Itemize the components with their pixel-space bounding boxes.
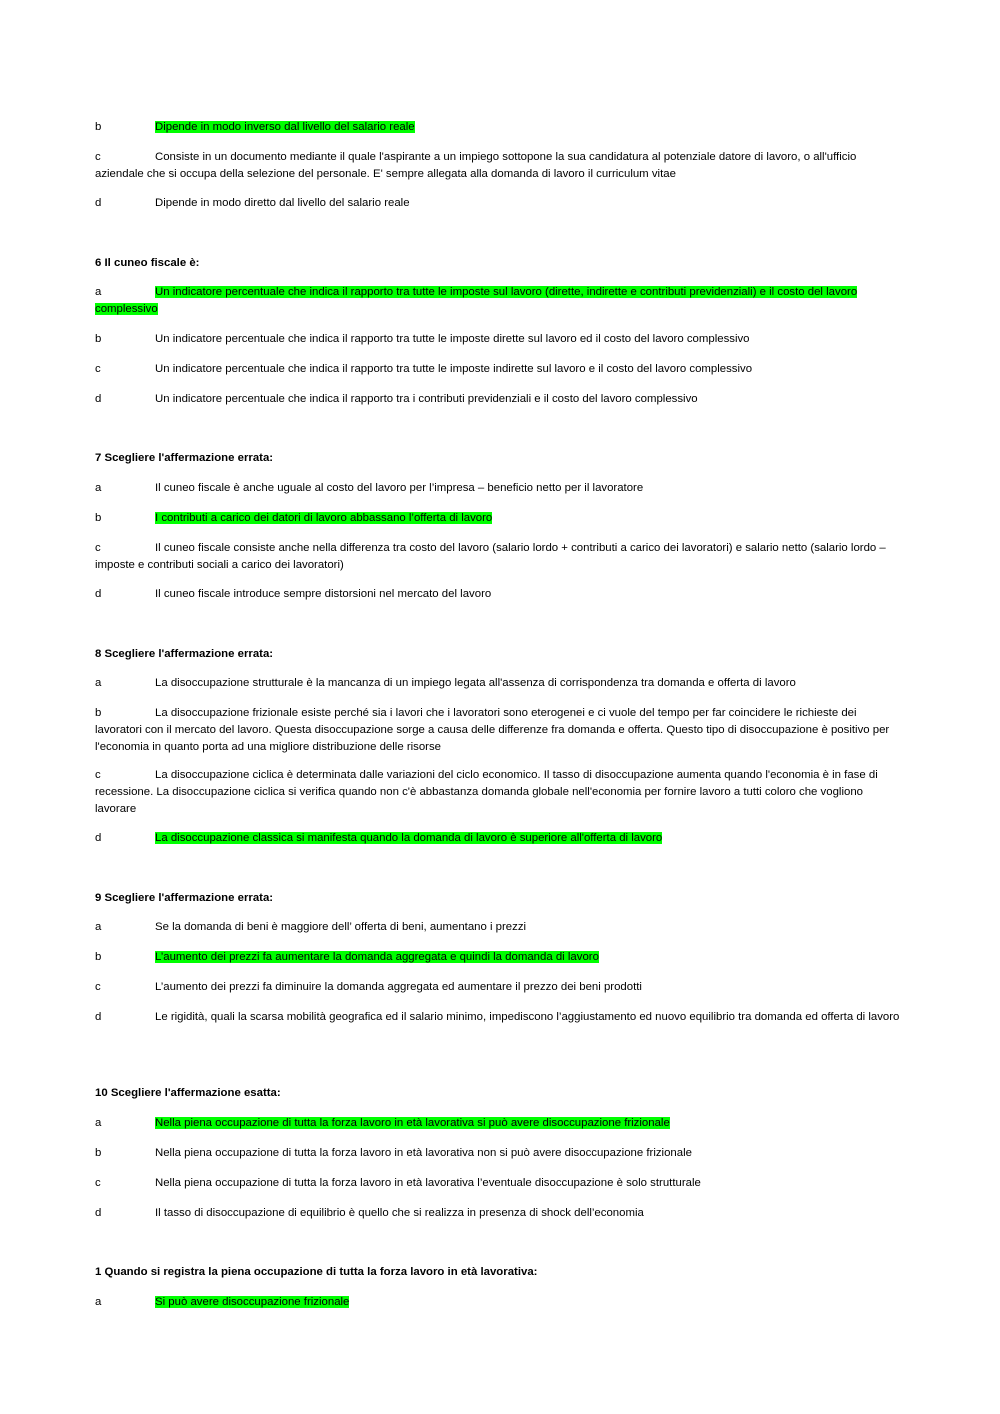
option-text: Un indicatore percentuale che indica il rapporto tra i contributi previdenziali e il costo del lavoro complessivo [155, 393, 698, 405]
option-text: Il cuneo fiscale consiste anche nella differenza tra costo del lavoro (salario lordo + contributi a carico dei lavoratori) e salario netto (salario lordo – imposte e contributi sociali a carico dei lavoratori) [95, 542, 886, 571]
option-text: L’aumento dei prezzi fa diminuire la domanda aggregata ed aumentare il prezzo dei beni prodotti [155, 981, 642, 993]
option-c [95, 361, 900, 378]
option-text-correct: La disoccupazione classica si manifesta quando la domanda di lavoro è superiore all'offerta di lavoro [155, 832, 663, 844]
option-letter: c [95, 151, 101, 163]
option-letter: d [95, 832, 102, 844]
option-letter: a [95, 286, 102, 298]
option-letter: a [95, 1117, 102, 1129]
option-text: Un indicatore percentuale che indica il rapporto tra tutte le imposte dirette sul lavoro ed il costo del lavoro complessivo [155, 333, 750, 345]
option-c [95, 540, 900, 574]
option-a [95, 480, 900, 497]
option-letter: a [95, 482, 102, 494]
option-d [95, 830, 900, 847]
option-text: Nella piena occupazione di tutta la forza lavoro in età lavorativa non si può avere disoccupazione frizionale [155, 1147, 692, 1159]
option-text: Il cuneo fiscale introduce sempre distorsioni nel mercato del lavoro [155, 588, 492, 600]
option-letter: b [95, 121, 102, 133]
option-letter: c [95, 1177, 101, 1189]
option-text-correct: Dipende in modo inverso dal livello del salario reale [155, 121, 415, 133]
question-10: 10 Scegliere l'affermazione esatta: [95, 1087, 281, 1099]
option-d [95, 1009, 900, 1026]
option-text: Il tasso di disoccupazione di equilibrio è quello che si realizza in presenza di shock dell’economia [155, 1207, 644, 1219]
option-letter: c [95, 542, 101, 554]
question-9: 9 Scegliere l'affermazione errata: [95, 892, 274, 904]
option-c [95, 979, 900, 996]
option-text-correct: I contributi a carico dei datori di lavoro abbassano l’offerta di lavoro [155, 512, 493, 524]
option-text: Un indicatore percentuale che indica il rapporto tra tutte le imposte indirette sul lavoro e il costo del lavoro complessivo [155, 363, 753, 375]
option-text: Nella piena occupazione di tutta la forza lavoro in età lavorativa l’eventuale disoccupazione è solo strutturale [155, 1177, 701, 1189]
option-d [95, 195, 900, 212]
option-a [95, 919, 900, 936]
option-text-correct: Un indicatore percentuale che indica il rapporto tra tutte le imposte sul lavoro (dirette, indirette e contributi previdenziali) e il costo del lavoro complessivo [95, 286, 858, 315]
option-text: Il cuneo fiscale è anche uguale al costo del lavoro per l’impresa – beneficio netto per il lavoratore [155, 482, 644, 494]
option-text: Le rigidità, quali la scarsa mobilità geografica ed il salario minimo, impediscono l’aggiustamento ed nuovo equilibrio tra domanda ed offerta di lavoro [155, 1011, 900, 1023]
option-text: Se la domanda di beni è maggiore dell’ offerta di beni, aumentano i prezzi [155, 921, 527, 933]
option-a [95, 284, 900, 318]
option-a [95, 675, 900, 692]
option-c [95, 149, 900, 183]
question-7: 7 Scegliere l'affermazione errata: [95, 452, 274, 464]
option-b [95, 510, 900, 527]
option-letter: d [95, 588, 102, 600]
option-letter: c [95, 981, 101, 993]
option-letter: d [95, 1207, 102, 1219]
option-b [95, 331, 900, 348]
option-letter: a [95, 921, 102, 933]
option-text: La disoccupazione ciclica è determinata dalle variazioni del ciclo economico. Il tasso di disoccupazione aumenta quando l'economia è in fase di recessione. La disoccupazione ciclica si verifica quando non c'è abbastanza domanda globale nell'economia per fornire lavoro a tutti coloro che vogliono lavorare [95, 769, 878, 815]
option-letter: a [95, 677, 102, 689]
option-a [95, 1294, 900, 1311]
option-a [95, 1115, 900, 1132]
option-b [95, 705, 900, 755]
option-letter: b [95, 1147, 102, 1159]
option-text: La disoccupazione frizionale esiste perché sia i lavori che i lavoratori sono eterogenei e ci vuole del tempo per far coincidere le richieste dei lavoratori con il mercato del lavoro. Questa disoccupazione sorge a causa delle differenze fra domanda e offerta. Questo tipo di disoccupazione è positivo per l'economia in quanto porta ad una migliore distribuzione delle risorse [95, 707, 890, 753]
option-letter: b [95, 333, 102, 345]
question-6: 6 Il cuneo fiscale è: [95, 257, 200, 269]
option-d [95, 391, 900, 408]
question-8: 8 Scegliere l'affermazione errata: [95, 648, 274, 660]
option-letter: c [95, 769, 101, 781]
option-letter: c [95, 363, 101, 375]
option-letter: a [95, 1296, 102, 1308]
option-letter: b [95, 707, 102, 719]
option-text-correct: L’aumento dei prezzi fa aumentare la domanda aggregata e quindi la domanda di lavoro [155, 951, 599, 963]
option-text: Dipende in modo diretto dal livello del salario reale [155, 197, 410, 209]
option-letter: d [95, 393, 102, 405]
option-text-correct: Nella piena occupazione di tutta la forza lavoro in età lavorativa si può avere disoccupazione frizionale [155, 1117, 670, 1129]
option-d [95, 1205, 900, 1222]
option-text: La disoccupazione strutturale è la mancanza di un impiego legata all'assenza di corrispondenza tra domanda e offerta di lavoro [155, 677, 796, 689]
option-b [95, 119, 900, 136]
option-c [95, 1175, 900, 1192]
option-letter: d [95, 1011, 102, 1023]
option-c [95, 767, 900, 817]
option-text: Consiste in un documento mediante il quale l'aspirante a un impiego sottopone la sua candidatura al potenziale datore di lavoro, o all'ufficio aziendale che si occupa della selezione del personale. E' sempre allegata alla domanda di lavoro il curriculum vitae [95, 151, 857, 180]
option-letter: b [95, 951, 102, 963]
option-letter: d [95, 197, 102, 209]
option-b [95, 1145, 900, 1162]
question-1: 1 Quando si registra la piena occupazione di tutta la forza lavoro in età lavorativa: [95, 1266, 538, 1278]
option-letter: b [95, 512, 102, 524]
option-text-correct: Si può avere disoccupazione frizionale [155, 1296, 350, 1308]
option-b [95, 949, 900, 966]
option-d [95, 586, 900, 603]
